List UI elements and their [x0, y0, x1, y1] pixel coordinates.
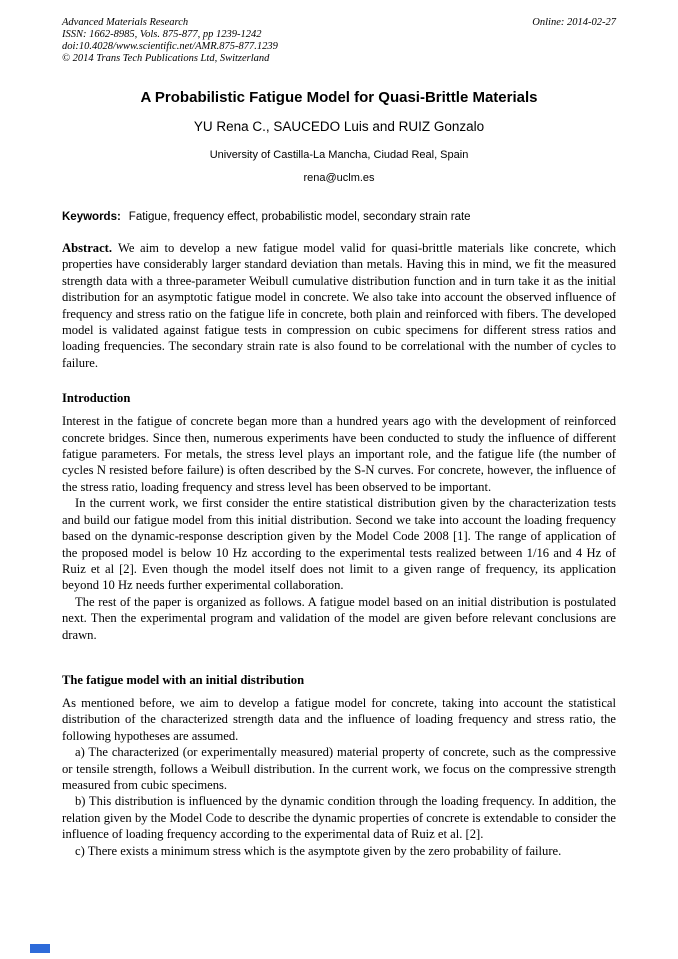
paragraph: b) This distribution is influenced by the dynamic condition through the loading frequency. In addition, the relation given by the Model Code to describe the dynamic properties of concrete is extendable to consider the influence of loading frequency according to the experimental data of Ruiz et al. [2]. — [62, 794, 616, 842]
paragraph: c) There exists a minimum stress which is the asymptote given by the zero probability of failure. — [75, 843, 562, 858]
keywords-text: Fatigue, frequency effect, probabilistic model, secondary strain rate — [128, 211, 471, 223]
affiliation-line: University of Castilla-La Mancha, Ciudad Real, Spain — [209, 149, 469, 161]
doi-line: doi:10.4028/www.scientific.net/AMR.875-877.1239 — [62, 41, 278, 52]
online-date: Online: 2014-02-27 — [532, 17, 616, 28]
keywords-label: Keywords: — [62, 211, 121, 223]
keywords-line — [62, 211, 616, 223]
paragraph: As mentioned before, we aim to develop a fatigue model for concrete, taking into account the statistical distribution of the characterized strength data and the influence of loading frequency and stress ratio, the following hypotheses are assumed. — [62, 695, 616, 743]
paragraph: The rest of the paper is organized as follows. A fatigue model based on an initial distribution is postulated next. Then the experimental program and validation of the model are given before relevant conclusions are drawn. — [62, 594, 616, 642]
abstract-label: Abstract. — [62, 241, 113, 255]
section-introduction — [62, 391, 616, 643]
footer-blue-mark — [30, 944, 50, 953]
copyright-line: © 2014 Trans Tech Publications Ltd, Switzerland — [62, 53, 270, 64]
journal-header — [62, 17, 616, 65]
authors-line: YU Rena C., SAUCEDO Luis and RUIZ Gonzalo — [193, 119, 485, 134]
paragraph: a) The characterized (or experimentally measured) material property of concrete, such as the compressive or tensile strength, follows a Weibull distribution. In the current work, we focus on the compressive strength measured from cubic specimens. — [62, 745, 616, 792]
email-line: rena@uclm.es — [303, 172, 375, 184]
issn-line: ISSN: 1662-8985, Vols. 875-877, pp 1239-1242 — [62, 29, 262, 40]
abstract-paragraph — [62, 240, 616, 371]
section-heading-introduction: Introduction — [62, 391, 131, 406]
paragraph: In the current work, we first consider the entire statistical distribution given by the characterization tests and build our fatigue model from this initial distribution. Second we take into account the loading frequency based on the dynamic-response description given by the Model Code 2008 [1]. The range of application of the proposed model is below 10 Hz according to the experimental tests realized between 1/16 and 4 Hz of Ruiz et al [2]. Even though the model itself does not limit to a given range of frequency, its application beyond 10 Hz needs further experimental collaboration. — [62, 496, 616, 593]
paragraph: Interest in the fatigue of concrete began more than a hundred years ago with the development of reinforced concrete bridges. Since then, numerous experiments have been conducted to study the influence of different fatigue parameters. For metals, the stress level plays an important role, and the fatigue life (the number of cycles N resisted before failure) is often described by the S-N curves. For concrete, however, the influence of the stress ratio, loading frequency and stress level has been observed to be important. — [62, 414, 616, 494]
section-heading-fatigue-model: The fatigue model with an initial distribution — [62, 672, 305, 687]
section-fatigue-model — [62, 673, 616, 859]
journal-name: Advanced Materials Research — [62, 17, 189, 28]
paper-title: A Probabilistic Fatigue Model for Quasi-Brittle Materials — [140, 89, 538, 106]
abstract-text: We aim to develop a new fatigue model valid for quasi-brittle materials like concrete, which properties have considerably larger standard deviation than metals. Having this in mind, we fit the measured strength data with a three-parameter Weibull cumulative distribution function and in turn take it as the initial distribution for an asymptotic fatigue model in concrete. We also take into account the observed influence of frequency and stress ratio on the fatigue life in concrete, both plain and reinforced with fibers. The developed model is validated against fatigue tests in compression on cubic specimens for different stress ratios and loading frequencies. The secondary strain rate is also found to be correlational with the number of cycles to failure. — [62, 241, 616, 370]
